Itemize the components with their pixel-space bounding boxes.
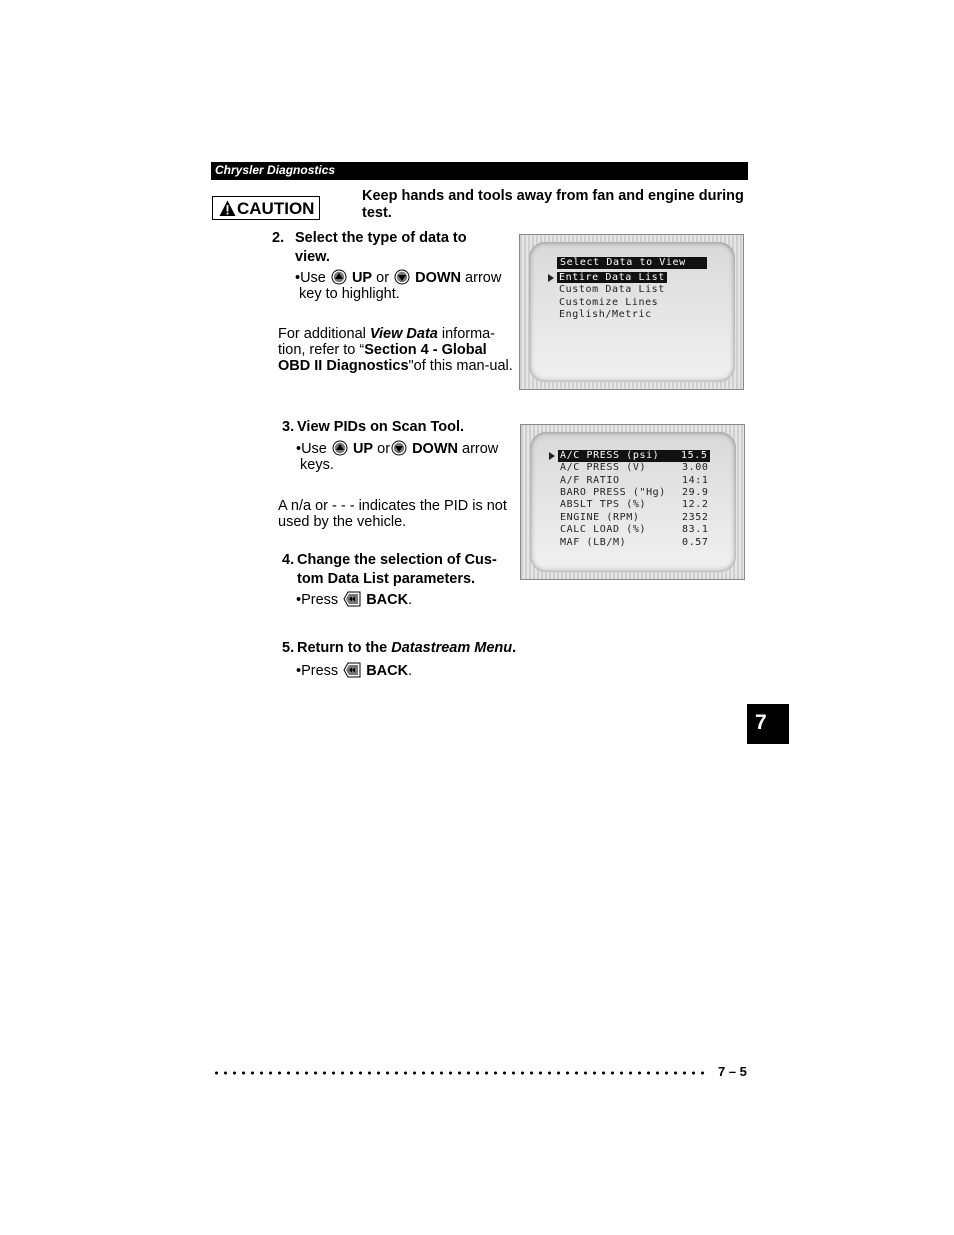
step-2-note: [278, 326, 516, 374]
menu-item: English/Metric: [559, 309, 652, 320]
pid-label: ENGINE (RPM): [560, 512, 640, 523]
instruction-suffix: keys.: [300, 457, 334, 473]
menu-item: Customize Lines: [559, 297, 659, 308]
menu-item-selected: Entire Data List: [559, 272, 665, 283]
arrow-text: arrow: [465, 270, 502, 286]
step-5-title: [297, 639, 597, 658]
pid-label: A/C PRESS (psi): [560, 450, 660, 461]
section-header-title: Chrysler Diagnostics: [215, 163, 336, 177]
scan-tool-screen-select-data: [519, 234, 744, 390]
step-3-title: View PIDs on Scan Tool.: [297, 419, 465, 435]
pid-label: A/C PRESS (V): [560, 462, 647, 473]
step-3-number: 3.: [282, 419, 295, 435]
step-5-number: 5.: [282, 640, 295, 656]
period: .: [512, 640, 517, 656]
section-header-bar: [211, 162, 748, 180]
chapter-number: 7: [755, 711, 767, 734]
or-text: or: [377, 441, 391, 457]
down-key-label: DOWN: [412, 441, 458, 457]
pid-value: 83.1: [682, 524, 709, 535]
back-key-label: BACK: [366, 592, 409, 608]
chapter-tab: [747, 704, 789, 744]
up-key-label: UP: [352, 441, 374, 457]
scan-tool-screen-pid-list: [520, 424, 745, 580]
note-emphasis: View Data: [369, 326, 438, 342]
step-4-title: Change the selection of Cus-tom Data List parameters.: [297, 552, 497, 587]
use-text: •Use: [295, 270, 326, 286]
period: .: [408, 592, 413, 608]
down-arrow-key-icon: [394, 269, 410, 285]
or-text: or: [376, 270, 390, 286]
step-3-instruction: [296, 440, 521, 473]
step-2-title: Select the type of data to view.: [295, 230, 467, 265]
note-text-end: "of this man-ual.: [408, 358, 513, 374]
page-number: 7 – 5: [718, 1064, 747, 1079]
use-text: •Use: [296, 441, 327, 457]
screen-title: Select Data to View: [557, 257, 707, 269]
press-text: •Press: [296, 592, 339, 608]
selection-pointer-icon: [548, 274, 554, 282]
back-key-icon: [343, 662, 361, 678]
back-key-label: BACK: [366, 663, 409, 679]
caution-label: CAUTION: [237, 199, 315, 218]
pid-value: 0.57: [682, 537, 709, 548]
press-text: •Press: [296, 663, 339, 679]
note-section-ref: Section 4 - Global OBD II Diagnostics: [278, 342, 487, 374]
pid-value: 3.00: [682, 462, 709, 473]
pid-label: MAF (LB/M): [560, 537, 627, 548]
pid-value: 2352: [682, 512, 709, 523]
pid-label: BARO PRESS ("Hg): [560, 487, 666, 498]
arrow-text: arrow: [462, 441, 499, 457]
pid-row-selected: [558, 450, 710, 462]
selection-pointer-icon: [549, 452, 555, 460]
pid-value: 29.9: [682, 487, 709, 498]
back-key-icon: [343, 591, 361, 607]
pid-value: 12.2: [682, 499, 709, 510]
up-arrow-key-icon: [331, 269, 347, 285]
step-4-instruction: [296, 591, 412, 608]
period: .: [408, 663, 413, 679]
pid-value: 15.5: [681, 450, 708, 461]
instruction-suffix: key to highlight.: [299, 286, 400, 302]
step-2-number: 2.: [272, 230, 285, 246]
warning-triangle-icon: [219, 200, 236, 217]
caution-text: Keep hands and tools away from fan and engine during test.: [362, 188, 744, 221]
up-key-label: UP: [351, 270, 373, 286]
note-text-mid: informa-tion, refer to “: [278, 326, 496, 358]
step-5-instruction: [296, 662, 412, 679]
step-4-number: 4.: [282, 552, 295, 568]
footer-dotted-rule: [212, 1069, 708, 1077]
note-text: For additional: [278, 326, 370, 342]
down-key-label: DOWN: [415, 270, 462, 286]
up-arrow-key-icon: [332, 440, 348, 456]
caution-badge: [212, 196, 320, 220]
pid-label: A/F RATIO: [560, 475, 620, 486]
pid-value: 14:1: [682, 475, 709, 486]
pid-label: ABSLT TPS (%): [560, 499, 647, 510]
pid-label: CALC LOAD (%): [560, 524, 647, 535]
menu-item: Custom Data List: [559, 284, 665, 295]
step-2-instruction: [295, 269, 520, 302]
step-5-title-text: Return to the: [297, 640, 392, 656]
datastream-menu-ref: Datastream Menu: [391, 640, 513, 656]
step-3-note: A n/a or - - - indicates the PID is not used by the vehicle.: [278, 498, 507, 530]
down-arrow-key-icon: [391, 440, 407, 456]
